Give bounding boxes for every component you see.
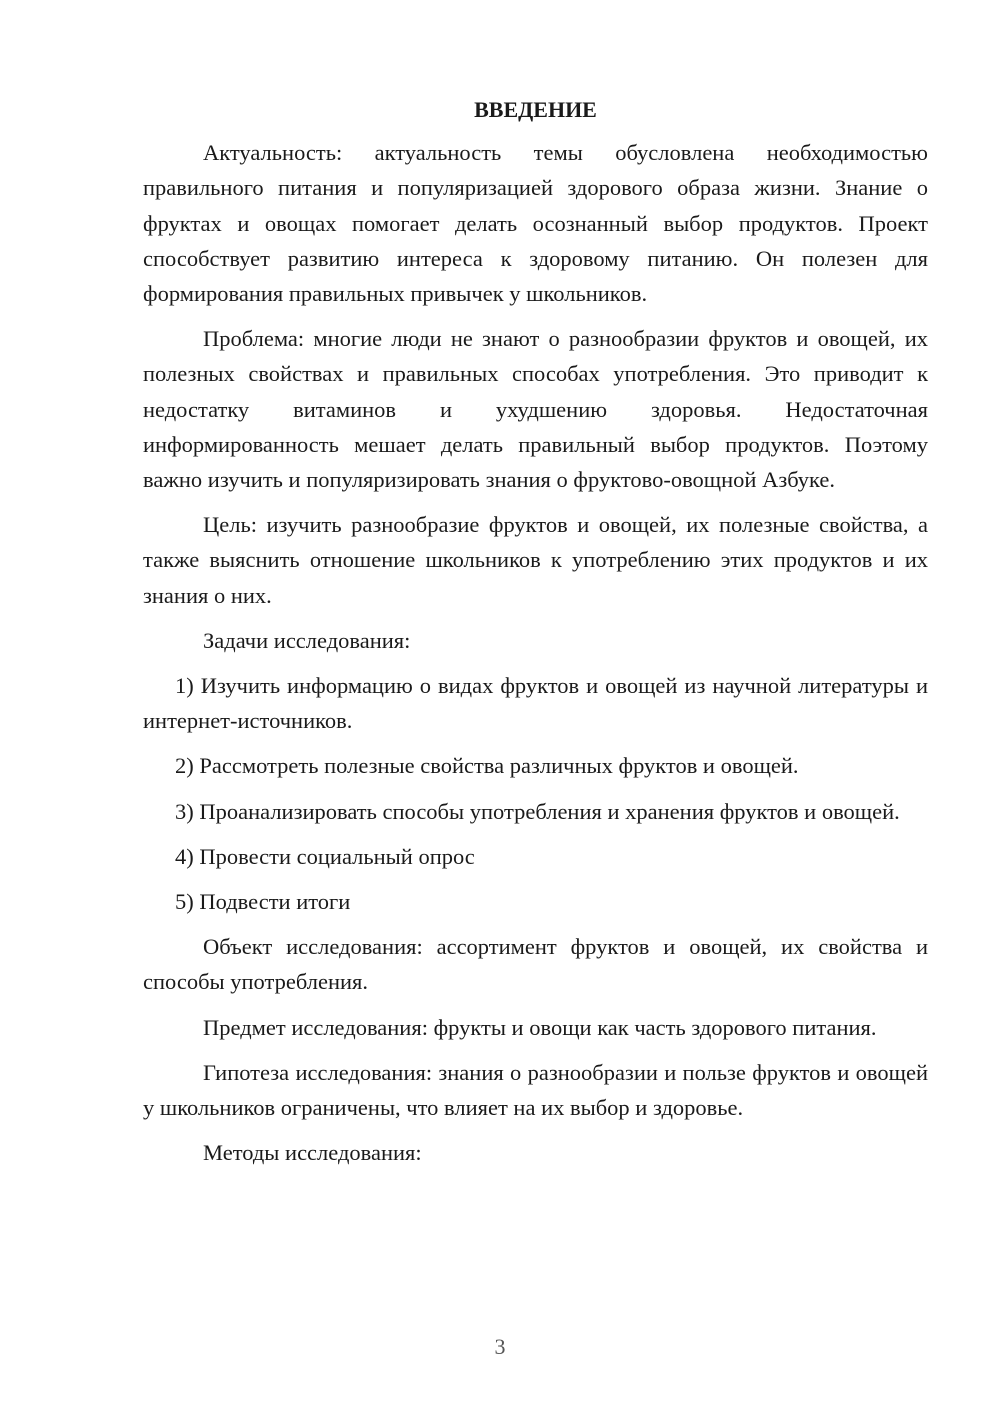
task-item: 3) Проанализировать способы употребления и хранения фруктов и овощей. bbox=[175, 798, 900, 824]
hypothesis-paragraph: Гипотеза исследования: знания о разнообразии и пользе фруктов и овощей у школьников ограничены, что влияет на их выбор и здоровье. bbox=[143, 1059, 928, 1121]
page-title: ВВЕДЕНИЕ bbox=[474, 97, 597, 122]
object-paragraph: Объект исследования: ассортимент фруктов и овощей, их свойства и способы употребления. bbox=[143, 934, 928, 995]
methods-heading: Методы исследования: bbox=[203, 1140, 422, 1166]
subject-paragraph: Предмет исследования: фрукты и овощи как часть здорового питания. bbox=[203, 1014, 877, 1040]
problem-paragraph: Проблема: многие люди не знают о разнообразии фруктов и овощей, их полезных свойствах и правильных способах употребления. Это приводит к недостатку витаминов и ухудшению здоровья. Недостаточная информированность мешает делать правильный выбор продуктов. Поэтому важно изучить и популяризировать знания о фруктово-овощной Азбуке. bbox=[143, 326, 928, 493]
page-number: 3 bbox=[494, 1334, 506, 1359]
task-item: 1) Изучить информацию о видах фруктов и овощей из научной литературы и интернет-источников. bbox=[143, 673, 928, 734]
relevance-paragraph: Актуальность: актуальность темы обусловлена необходимостью правильного питания и популяризацией здорового образа жизни. Знание о фруктах и овощах помогает делать осознанный выбор продуктов. Проект способствует развитию интереса к здоровому питанию. Он полезен для формирования правильных привычек у школьников. bbox=[143, 140, 928, 307]
tasks-heading: Задачи исследования: bbox=[203, 627, 411, 653]
document-page bbox=[143, 92, 928, 1180]
task-item: 2) Рассмотреть полезные свойства различных фруктов и овощей. bbox=[175, 753, 799, 779]
task-item: 4) Провести социальный опрос bbox=[175, 843, 475, 869]
goal-paragraph: Цель: изучить разнообразие фруктов и овощей, их полезные свойства, а также выяснить отношение школьников к употреблению этих продуктов и их знания о них. bbox=[143, 512, 928, 608]
task-item: 5) Подвести итоги bbox=[175, 889, 351, 915]
